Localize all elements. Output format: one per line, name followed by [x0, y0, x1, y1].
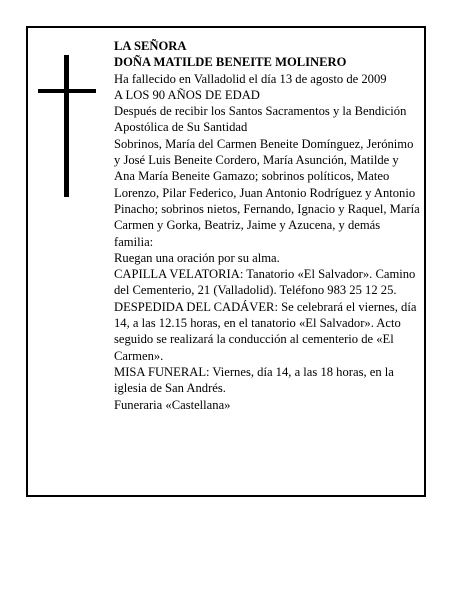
chapel-info: CAPILLA VELATORIA: Tanatorio «El Salvador». Camino del Cementerio, 21 (Valladolid). Teléfono 983 25 12 25. — [114, 267, 416, 298]
cross-horizontal-bar — [38, 89, 96, 93]
cross-icon — [38, 55, 96, 197]
age-line: A LOS 90 AÑOS DE EDAD — [114, 87, 260, 102]
cross-vertical-bar — [64, 55, 69, 197]
mass-info: MISA FUNERAL: Viernes, día 14, a las 18 horas, en la iglesia de San Andrés. — [114, 364, 394, 396]
obituary-text — [114, 38, 422, 413]
prayer-line: Ruegan una oración por su alma. — [114, 250, 280, 265]
death-line: Ha fallecido en Valladolid el día 13 de agosto de 2009 — [114, 71, 387, 86]
notice-title: LA SEÑORA — [114, 39, 187, 53]
deceased-name: DOÑA MATILDE BENEITE MOLINERO — [114, 55, 347, 70]
funeral-home: Funeraria «Castellana» — [114, 397, 231, 412]
sacraments-line: Después de recibir los Santos Sacramentos y la Bendición Apostólica de Su Santidad — [114, 104, 407, 135]
family-list: Sobrinos, María del Carmen Beneite Domínguez, Jerónimo y José Luis Beneite Cordero, María Asunción, Matilde y Ana María Beneite Gamazo; sobrinos políticos, Mateo Lorenzo, Pilar Federico, Juan Antonio Rodríguez y Antonio Pinacho; sobrinos nietos, Fernando, Ignacio y Raquel, María Carmen y Gorka, Beatriz, Jaime y Azucena, y demás familia: — [114, 136, 420, 249]
farewell-info: DESPEDIDA DEL CADÁVER: Se celebrará el viernes, día 14, a las 12.15 horas, en el tanatorio «El Salvador». Acto seguido se realizará la conducción al cementerio de «El Carmen». — [114, 299, 417, 363]
